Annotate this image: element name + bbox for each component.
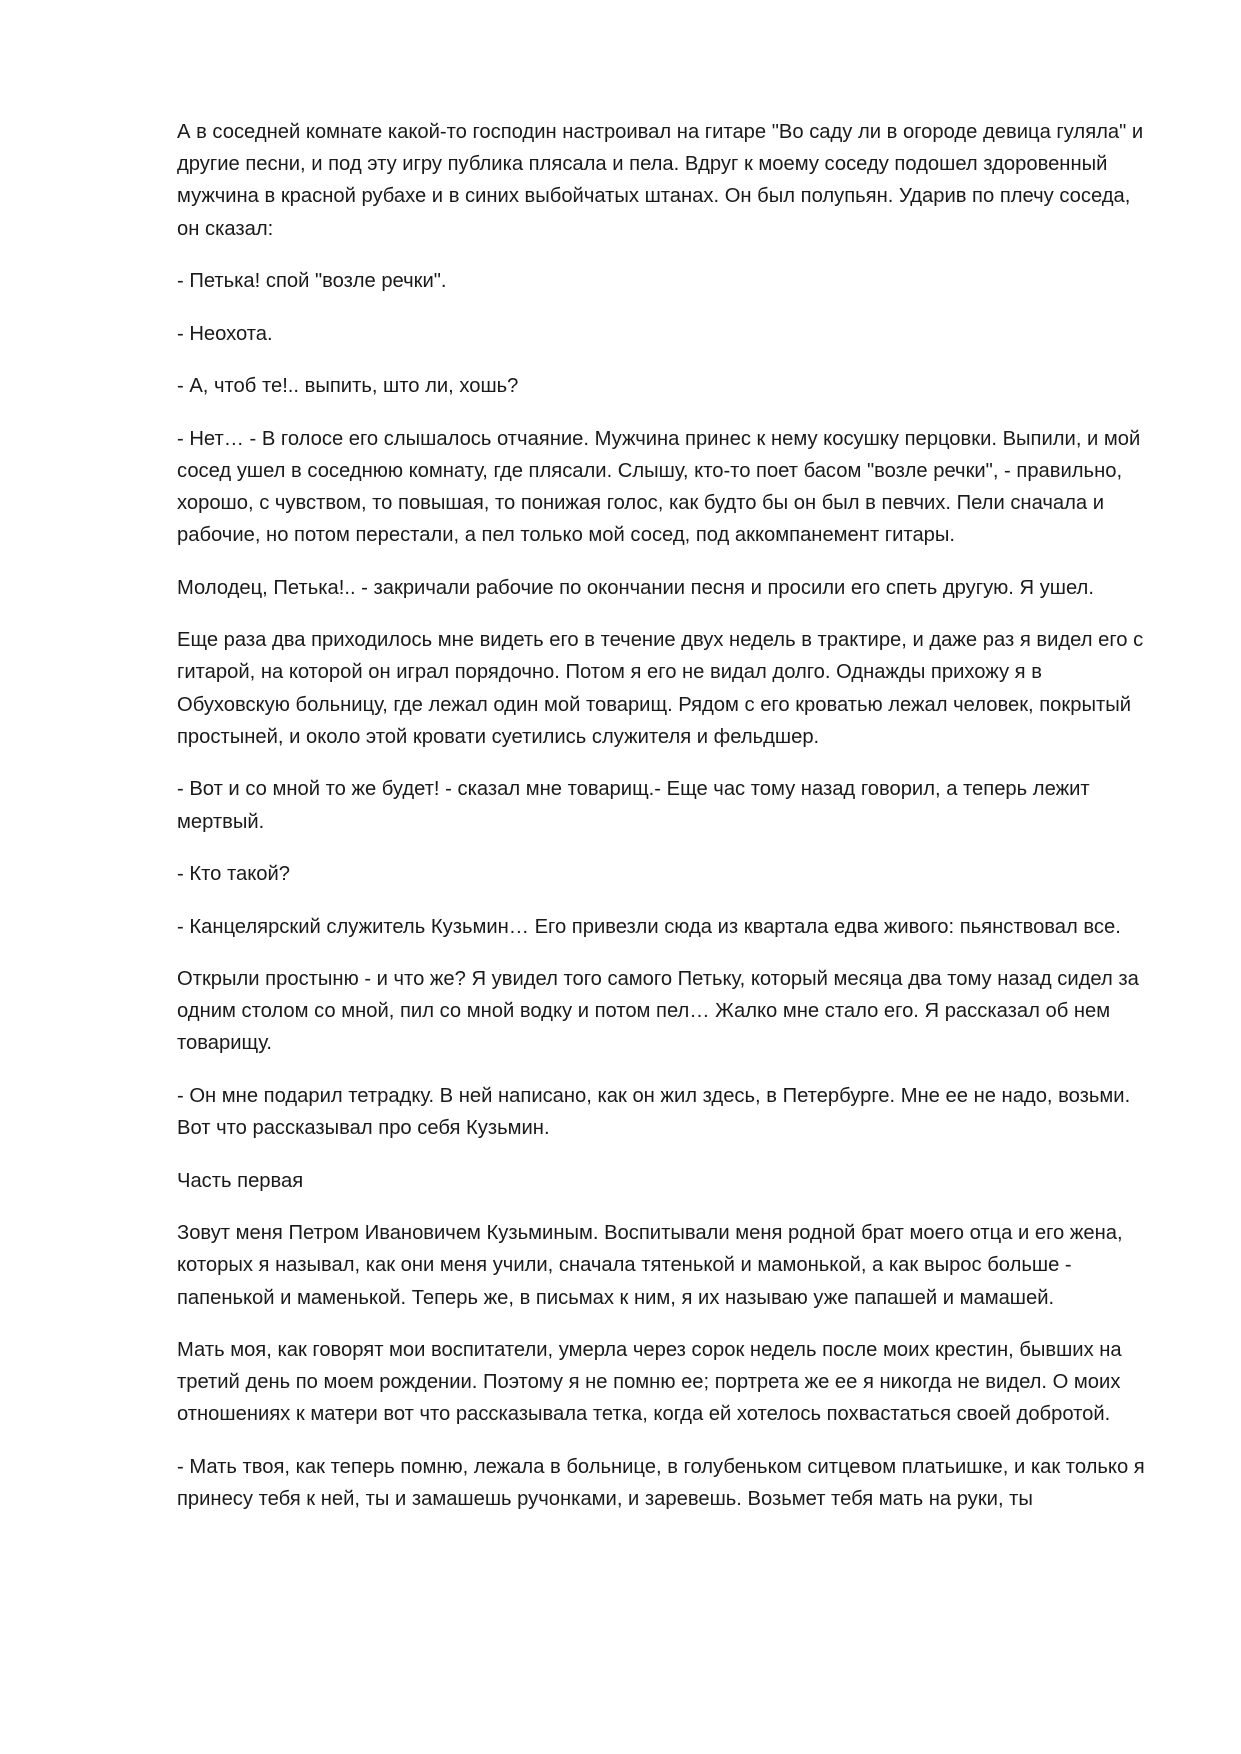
paragraph-5: - Нет… - В голосе его слышалось отчаяние. Мужчина принес к нему косушку перцовки. Выпили, и мой сосед ушел в соседнюю комнату, где плясали. Слышу, кто-то поет басом "возле речки", - правильно, хорошо, с чувством, то повышая, то понижая голос, как будто бы он был в певчих. Пели сначала и рабочие, но потом перестали, а пел только мой сосед, под аккомпанемент гитары. <box>177 427 1141 547</box>
paragraph-1: А в соседней комнате какой-то господин настроивал на гитаре "Во саду ли в огороде девица гуляла" и другие песни, и под эту игру публика плясала и пела. Вдруг к моему соседу подошел здоровенный мужчина в красной рубахе и в синих выбойчатых штанах. Он был полупьян. Ударив по плечу соседа, он сказал: <box>177 121 1144 240</box>
paragraph-2: - Петька! спой "возле речки". <box>177 270 447 293</box>
paragraph-16: - Мать твоя, как теперь помню, лежала в больнице, в голубеньком ситцевом платьишке, и как только я принесу тебя к ней, ты и замашешь ручонками, и заревешь. Возьмет тебя мать на руки, ты <box>177 1455 1145 1511</box>
paragraph-10: - Канцелярский служитель Кузьмин… Его привезли сюда из квартала едва живого: пьянствовал все. <box>177 915 1121 938</box>
section-heading: Часть первая <box>177 1169 304 1192</box>
paragraph-12: - Он мне подарил тетрадку. В ней написано, как он жил здесь, в Петербурге. Мне ее не надо, возьми. Вот что рассказывал про себя Кузьмин. <box>177 1084 1131 1140</box>
paragraph-14: Зовут меня Петром Ивановичем Кузьминым. Воспитывали меня родной брат моего отца и его жена, которых я называл, как они меня учили, сначала тятенькой и мамонькой, а как вырос больше - папенькой и маменькой. Теперь же, в письмах к ним, я их называю уже папашей и мамашей. <box>177 1222 1123 1309</box>
paragraph-11: Открыли простыню - и что же? Я увидел того самого Петьку, который месяца два тому назад сидел за одним столом со мной, пил со мной водку и потом пел… Жалко мне стало его. Я рассказал об нем товарищу. <box>177 968 1139 1055</box>
paragraph-7: Еще раза два приходилось мне видеть его в течение двух недель в трактире, и даже раз я видел его с гитарой, на которой он играл порядочно. Потом я его не видал долго. Однажды прихожу я в Обуховскую больницу, где лежал один мой товарищ. Рядом с его кроватью лежал человек, покрытый простыней, и около этой кровати суетились служителя и фельдшер. <box>177 629 1144 748</box>
paragraph-3: - Неохота. <box>177 322 273 345</box>
paragraph-8: - Вот и со мной то же будет! - сказал мне товарищ.- Еще час тому назад говорил, а теперь лежит мертвый. <box>177 778 1090 833</box>
paragraph-4: - А, чтоб те!.. выпить, што ли, хошь? <box>177 375 519 398</box>
paragraph-6: Молодец, Петька!.. - закричали рабочие по окончании песня и просили его спеть другую. Я ушел. <box>177 576 1094 599</box>
paragraph-9: - Кто такой? <box>177 863 290 886</box>
paragraph-15: Мать моя, как говорят мои воспитатели, умерла через сорок недель после моих крестин, бывших на третий день по моем рождении. Поэтому я не помню ее; портрета же ее я никогда не видел. О моих отношениях к матери вот что рассказывала тетка, когда ей хотелось похвастаться своей добротой. <box>177 1339 1122 1426</box>
document-page <box>177 116 1157 1536</box>
